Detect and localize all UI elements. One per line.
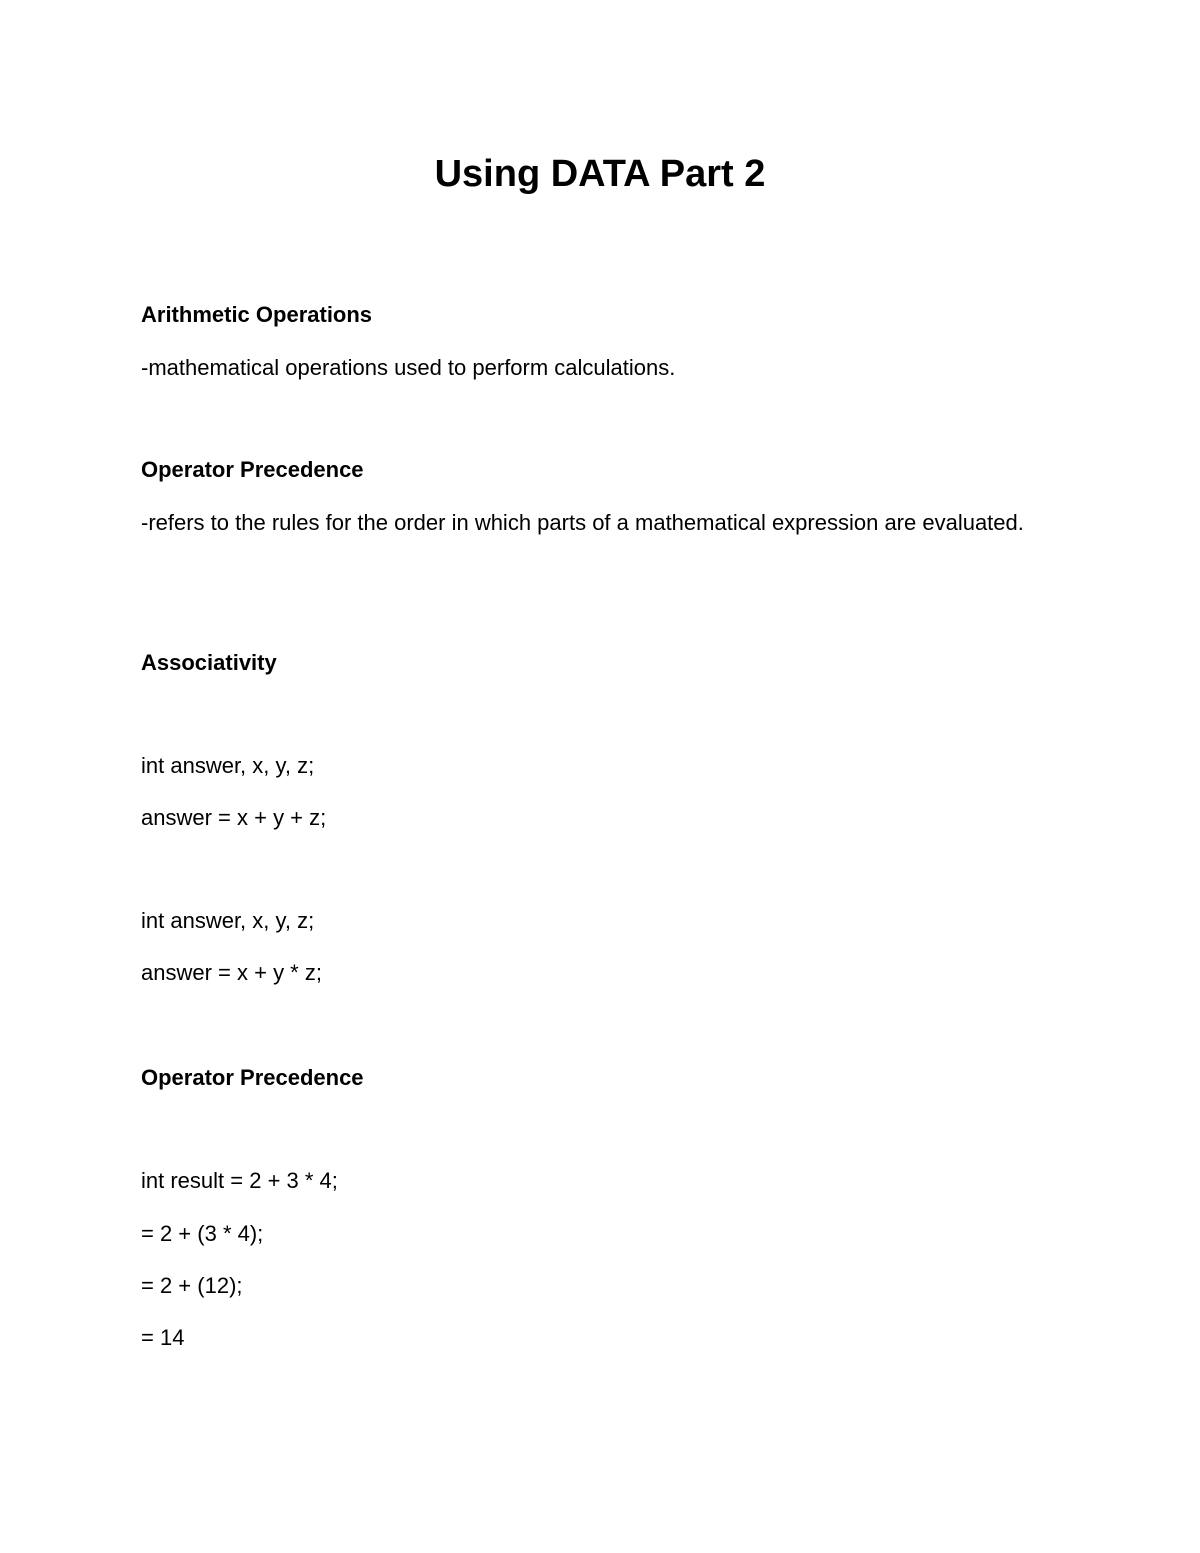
heading-arithmetic-operations: Arithmetic Operations	[141, 302, 373, 327]
arithmetic-operations-definition: -mathematical operations used to perform calculations.	[141, 355, 676, 380]
code-example-1-expression: answer = x + y + z;	[141, 805, 327, 830]
heading-operator-precedence: Operator Precedence	[141, 457, 364, 482]
operator-precedence-definition: -refers to the rules for the order in which parts of a mathematical expression are evaluated.	[141, 510, 1024, 535]
heading-operator-precedence-example: Operator Precedence	[141, 1065, 364, 1090]
heading-associativity: Associativity	[141, 650, 277, 675]
code-example-2-declaration: int answer, x, y, z;	[141, 908, 315, 933]
precedence-result-line: = 14	[141, 1325, 185, 1350]
precedence-step-line: = 2 + (3 * 4);	[141, 1221, 264, 1246]
precedence-step-line: int result = 2 + 3 * 4;	[141, 1168, 338, 1193]
code-example-1-declaration: int answer, x, y, z;	[141, 753, 315, 778]
code-example-2-expression: answer = x + y * z;	[141, 960, 322, 985]
page-title: Using DATA Part 2	[434, 153, 766, 195]
precedence-step-line: = 2 + (12);	[141, 1273, 243, 1298]
